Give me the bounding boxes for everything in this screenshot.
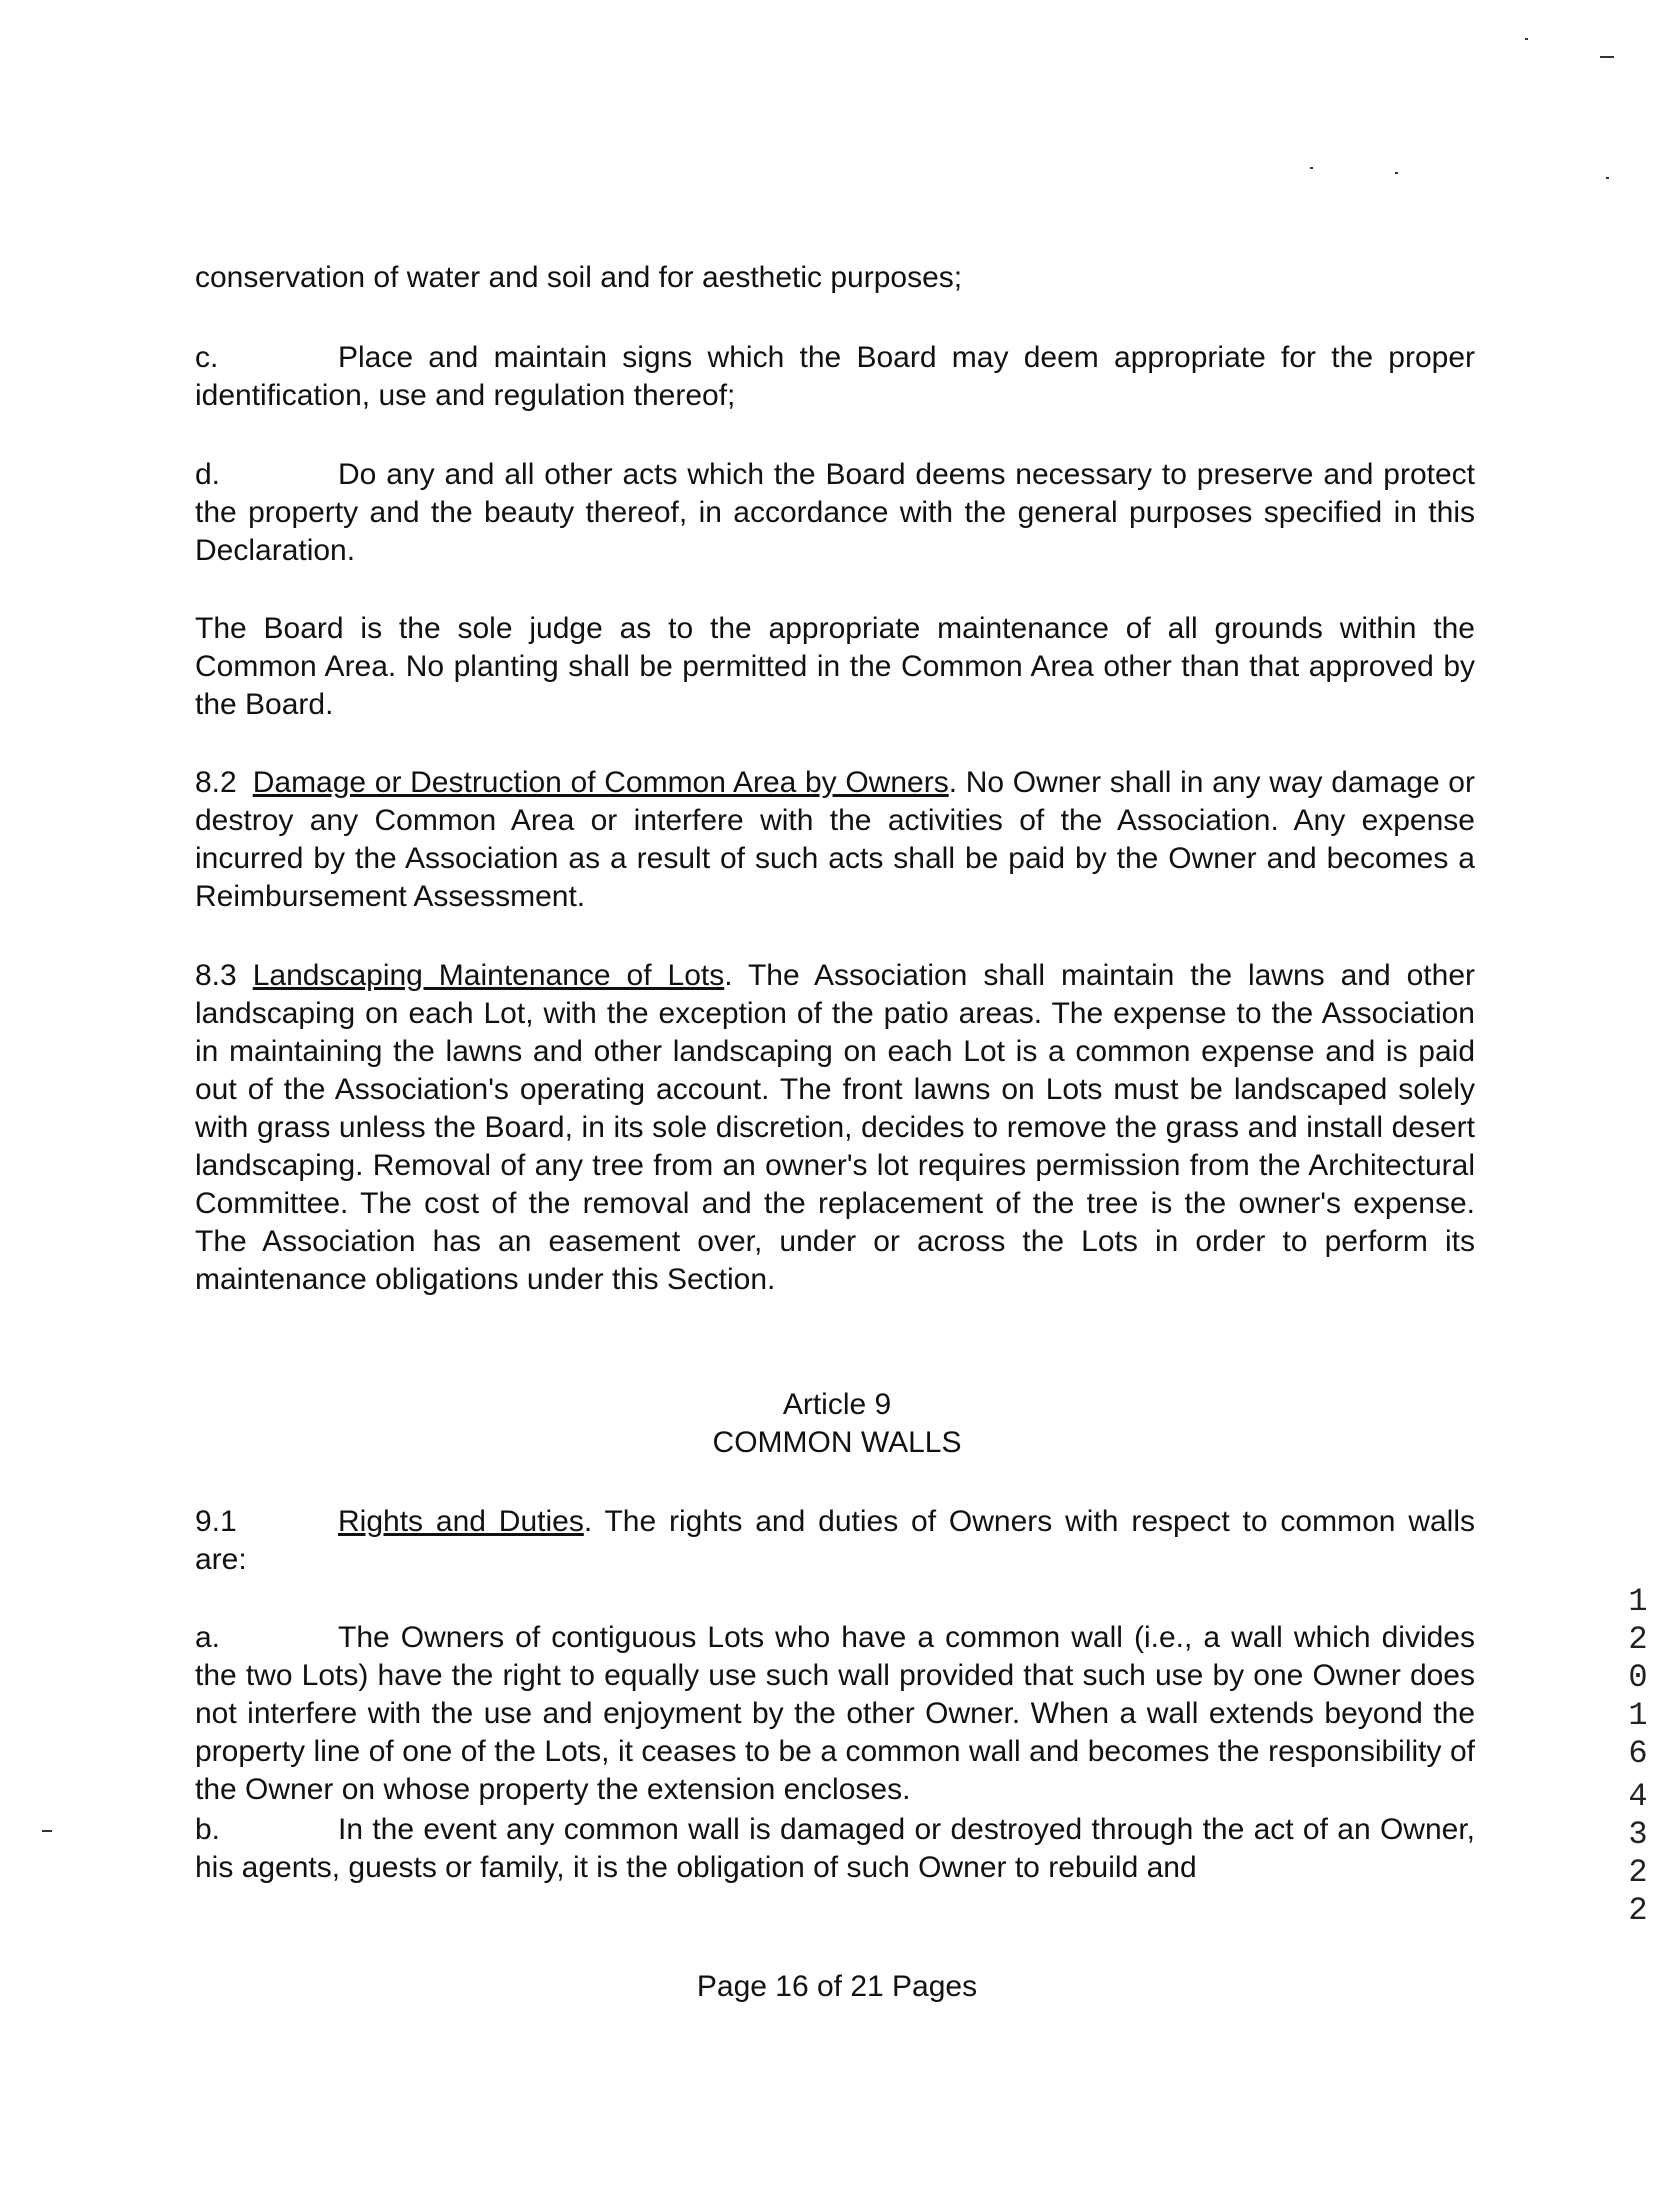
item-d-label: d. xyxy=(195,458,221,491)
item-d-text: Do any and all other acts which the Board deems necessary to preserve and protect the property and the beauty thereof, in accordance with the general purposes specified in this Declaration. xyxy=(195,458,1475,567)
item-9a-label: a. xyxy=(195,1621,221,1654)
item-9a-text: The Owners of contiguous Lots who have a common wall (i.e., a wall which divides the two Lots) have the right to equally use such wall provided that such use by one Owner does not interfere with the use and enjoyment by the other Owner. When a wall extends beyond the property line of one of the Lots, it ceases to be a common wall and becomes the responsibility of the Owner on whose property the extension encloses. xyxy=(195,1621,1475,1806)
side-stamp-top xyxy=(1620,1583,1656,1773)
section-8-3 xyxy=(195,957,1475,1299)
item-c-text: Place and maintain signs which the Board may deem appropriate for the proper identification, use and regulation thereof; xyxy=(195,341,1475,412)
item-c xyxy=(195,339,1475,415)
page-footer: Page 16 of 21 Pages xyxy=(696,1970,978,2003)
item-9b xyxy=(195,1811,1475,1887)
item-d xyxy=(195,456,1475,570)
section-8-2 xyxy=(195,764,1475,916)
continuation-text: conservation of water and soil and for aesthetic purposes; xyxy=(195,261,963,294)
stamp-digit: 6 xyxy=(1628,1735,1648,1772)
scan-speck xyxy=(1600,56,1614,58)
scan-speck xyxy=(1525,38,1528,40)
section-9-1-number: 9.1 xyxy=(195,1505,237,1538)
stamp-digit: 0 xyxy=(1628,1659,1648,1696)
section-8-3-title: Landscaping Maintenance of Lots xyxy=(252,959,725,992)
scan-speck xyxy=(42,1830,52,1832)
article-label: Article 9 xyxy=(782,1388,892,1421)
scan-speck xyxy=(1310,167,1313,169)
board-paragraph: The Board is the sole judge as to the appropriate maintenance of all grounds within the Common Area. No planting shall be permitted in the Common Area other than that approved by the Board. xyxy=(195,612,1475,721)
item-9b-label: b. xyxy=(195,1813,221,1846)
scan-speck xyxy=(1395,172,1398,174)
section-9-1 xyxy=(195,1503,1475,1579)
section-8-2-number: 8.2 xyxy=(195,766,237,799)
stamp-digit: 4 xyxy=(1628,1778,1648,1815)
stamp-digit: 1 xyxy=(1628,1697,1648,1734)
side-stamp-bottom xyxy=(1620,1778,1656,1930)
section-8-3-number: 8.3 xyxy=(195,959,237,992)
stamp-digit: 2 xyxy=(1628,1621,1648,1658)
item-c-label: c. xyxy=(195,341,219,374)
section-8-3-text: . The Association shall maintain the lawns and other landscaping on each Lot, with the exception of the patio areas. The expense to the Association in maintaining the lawns and other landscaping on each Lot is a common expense and is paid out of the Association's operating account. The front lawns on Lots must be landscaped solely with grass unless the Board, in its sole discretion, decides to remove the grass and install desert landscaping. Removal of any tree from an owner's lot requires permission from the Architectural Committee. The cost of the removal and the replacement of the tree is the owner's expense. The Association has an easement over, under or across the Lots in order to perform its maintenance obligations under this Section. xyxy=(195,959,1475,1296)
item-9b-text: In the event any common wall is damaged or destroyed through the act of an Owner, his agents, guests or family, it is the obligation of such Owner to rebuild and xyxy=(195,1813,1475,1884)
stamp-digit: 1 xyxy=(1628,1583,1648,1620)
stamp-digit: 3 xyxy=(1628,1816,1648,1853)
section-8-2-text: . No Owner shall in any way damage or destroy any Common Area or interfere with the activities of the Association. Any expense incurred by the Association as a result of such acts shall be paid by the Owner and becomes a Reimbursement Assessment. xyxy=(195,766,1475,913)
article-title: COMMON WALLS xyxy=(712,1426,962,1459)
section-9-1-text: . The rights and duties of Owners with respect to common walls are: xyxy=(195,1505,1475,1576)
stamp-digit: 2 xyxy=(1628,1892,1648,1929)
section-9-1-title: Rights and Duties xyxy=(338,1505,584,1538)
item-9a xyxy=(195,1619,1475,1809)
stamp-digit: 2 xyxy=(1628,1854,1648,1891)
scan-speck xyxy=(1606,177,1609,179)
section-8-2-title: Damage or Destruction of Common Area by Owners xyxy=(252,766,949,799)
